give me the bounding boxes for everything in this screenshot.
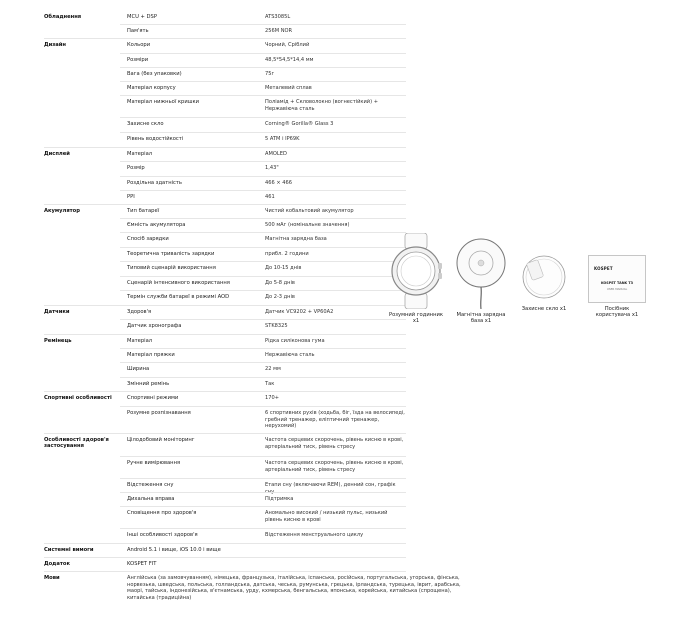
spec-category: Додаток — [44, 561, 70, 567]
spec-label: Android 5.1 і вище, iOS 10.0 і вище — [127, 547, 221, 553]
languages-list: Англійська (за замовчуванням), німецька, французька, італійська, іспанська, російська, португальська, угорська, фінська, норвезька, шведська, польська, голландська, датська, чеська, румунська, грецька, ірландська, турецька, іврит, арабська, маорі, тайська, індонезійська, в'єтнамська, урду, кхмерська, бенгальська, японська, корейська, китайська (спрощена), китайська (традиційна) — [127, 575, 461, 601]
row-divider — [120, 319, 406, 320]
spec-label: Цілодобовий моніторинг — [127, 437, 195, 443]
spec-category: Обладнення — [44, 14, 82, 20]
spec-value: 461 — [265, 194, 275, 200]
accessory-manual — [588, 255, 646, 319]
spec-value: 170+ — [265, 395, 279, 401]
spec-label: Термін служби батареї в режимі AOD — [127, 294, 230, 300]
spec-label: Рівень водостійкості — [127, 136, 184, 142]
row-divider — [120, 377, 406, 378]
spec-label: Розміри — [127, 57, 149, 63]
spec-category: Ремінець — [44, 338, 72, 344]
spec-label: Роздільна здатність — [127, 180, 182, 186]
spec-value: 1,43" — [265, 165, 279, 171]
spec-value: 75г — [265, 71, 275, 77]
row-divider — [120, 232, 406, 233]
manual-brand: KOSPET — [594, 266, 613, 271]
spec-label: Матеріал нижньої кришки — [127, 99, 199, 105]
spec-value: Відстеження менструального циклу — [265, 532, 364, 538]
spec-label: Тип батареї — [127, 208, 160, 214]
row-divider — [44, 204, 406, 205]
spec-category: Особливості здоров'я застосування — [44, 437, 109, 450]
row-divider — [120, 528, 406, 529]
row-divider — [120, 67, 406, 68]
spec-value: Датчик VC9202 + VP60A2 — [265, 309, 334, 315]
spec-label: Сценарій інтенсивного використання — [127, 280, 230, 286]
spec-category: Дизайн — [44, 42, 66, 48]
spec-label: Інші особливості здоров'я — [127, 532, 198, 538]
row-divider — [120, 348, 406, 349]
row-divider — [120, 261, 406, 262]
accessory-caption: Розумний годинник x1 — [389, 312, 443, 325]
spec-label: Матеріал — [127, 338, 153, 344]
row-divider — [44, 38, 406, 39]
row-divider — [120, 478, 406, 479]
spec-label: Матеріал корпусу — [127, 85, 176, 91]
row-divider — [44, 147, 406, 148]
screen-protector-icon — [520, 251, 568, 303]
row-divider — [44, 305, 406, 306]
spec-value: Чорний, Сріблий — [265, 42, 310, 48]
row-divider — [120, 406, 406, 407]
spec-label: Ручне вимірювання — [127, 460, 181, 466]
row-divider — [120, 176, 406, 177]
manual-subtitle: USER MANUAL — [606, 287, 628, 291]
row-divider — [120, 132, 406, 133]
spec-value: Підтримка — [265, 496, 294, 502]
spec-value: 500 мАг (номінальне значення) — [265, 222, 350, 228]
row-divider — [120, 24, 406, 25]
spec-value: 22 мм — [265, 366, 281, 372]
spec-label: Спосіб зарядки — [127, 236, 169, 242]
spec-label: MCU + DSP — [127, 14, 157, 20]
spec-label: PPI — [127, 194, 135, 200]
spec-label: Змінний ремінь — [127, 381, 170, 387]
row-divider — [120, 218, 406, 219]
spec-label: Відстеження сну — [127, 482, 174, 488]
spec-value: 5 ATM і IP69K — [265, 136, 300, 142]
row-divider — [44, 557, 406, 558]
spec-value: AMOLED — [265, 151, 287, 157]
spec-label: Теоретична тривалість зарядки — [127, 251, 215, 257]
row-divider — [120, 161, 406, 162]
spec-label: Типовий сценарій використання — [127, 265, 216, 271]
spec-value: До 5-8 днів — [265, 280, 295, 286]
spec-value: Частота серцевих скорочень, рівень кисню в крові, артеріальний тиск, рівень стресу — [265, 460, 404, 473]
spec-value: Нержавіюча сталь — [265, 352, 315, 358]
row-divider — [120, 362, 406, 363]
spec-label: Матеріал пряжки — [127, 352, 175, 358]
spec-label: Розмір — [127, 165, 145, 171]
spec-value: Рідка силіконова гума — [265, 338, 325, 344]
spec-category: Мови — [44, 575, 60, 581]
row-divider — [44, 334, 406, 335]
spec-label: Кольори — [127, 42, 151, 48]
row-divider — [120, 117, 406, 118]
spec-category: Спортивні особливості — [44, 395, 112, 401]
spec-label: Вага (без упаковки) — [127, 71, 182, 77]
row-divider — [44, 543, 406, 544]
charger-icon — [453, 237, 509, 309]
manual-title: KOSPET TANK T3 — [600, 281, 634, 285]
row-divider — [120, 247, 406, 248]
row-divider — [120, 190, 406, 191]
spec-value: Так — [265, 381, 275, 387]
spec-label: Ємність акумулятора — [127, 222, 186, 228]
spec-value: 6 спортивних рухів (ходьба, біг, їзда на велосипеді, гребний тренажер, еліптичний тренажер, нерухомий) — [265, 410, 405, 430]
spec-value: STK8325 — [265, 323, 288, 329]
row-divider — [120, 492, 406, 493]
spec-value: Металевий сплав — [265, 85, 312, 91]
spec-value: Частота серцевих скорочень, рівень кисню в крові, артеріальний тиск, рівень стресу — [265, 437, 404, 450]
spec-label: Пам'ять — [127, 28, 149, 34]
spec-value: Аномально високий / низький пульс, низький рівень кисню в крові — [265, 510, 388, 523]
spec-label: Розумне розпізнавання — [127, 410, 191, 416]
spec-category: Датчики — [44, 309, 70, 315]
spec-label: Ширина — [127, 366, 150, 372]
spec-category: Дисплей — [44, 151, 70, 157]
spec-category: Акумулятор — [44, 208, 80, 214]
row-divider — [120, 506, 406, 507]
accessory-caption: Посібник користувача x1 — [595, 306, 639, 319]
row-divider — [120, 81, 406, 82]
spec-value: ATS3085L — [265, 14, 291, 20]
spec-category: Системні вимоги — [44, 547, 94, 553]
row-divider — [120, 53, 406, 54]
spec-value: Магнітна зарядна база — [265, 236, 327, 242]
accessory-charger — [452, 237, 510, 325]
spec-value: Corning® Gorilla® Glass 3 — [265, 121, 334, 127]
accessory-glass — [516, 251, 572, 312]
spec-label: Здоров'я — [127, 309, 152, 315]
accessory-watch — [388, 233, 444, 325]
row-divider — [120, 456, 406, 457]
spec-value: Поліамід + Скловолокно (вогнестійкий) + Нержавіюча сталь — [265, 99, 378, 112]
accessory-caption: Захисне скло x1 — [521, 306, 567, 312]
spec-label: Сповіщення про здоров'я — [127, 510, 197, 516]
manual-card — [588, 255, 646, 303]
row-divider — [120, 290, 406, 291]
row-divider — [44, 571, 406, 572]
spec-label: KOSPET FIT — [127, 561, 157, 567]
spec-label: Датчик хронографа — [127, 323, 182, 329]
spec-value: 48,5*54,5*14,4 мм — [265, 57, 314, 63]
spec-label: Захисне скло — [127, 121, 164, 127]
spec-label: Матеріал — [127, 151, 153, 157]
row-divider — [120, 276, 406, 277]
spec-value: прибл. 2 години — [265, 251, 309, 257]
accessory-caption: Магнітна зарядна база x1 — [456, 312, 506, 325]
spec-label: Дихальна вправа — [127, 496, 175, 502]
spec-label: Спортивні режими — [127, 395, 179, 401]
row-divider — [44, 433, 406, 434]
smartwatch-icon — [389, 233, 443, 309]
spec-value: До 2-3 днів — [265, 294, 295, 300]
row-divider — [44, 391, 406, 392]
spec-value: 256M NOR — [265, 28, 293, 34]
spec-value: Етапи сну (включаючи REM), денний сон, графік — [265, 482, 396, 488]
row-divider — [120, 95, 406, 96]
spec-value: До 10-15 днів — [265, 265, 302, 271]
spec-value: Чистий кобальтовий акумулятор — [265, 208, 354, 214]
spec-value: 466 × 466 — [265, 180, 292, 186]
